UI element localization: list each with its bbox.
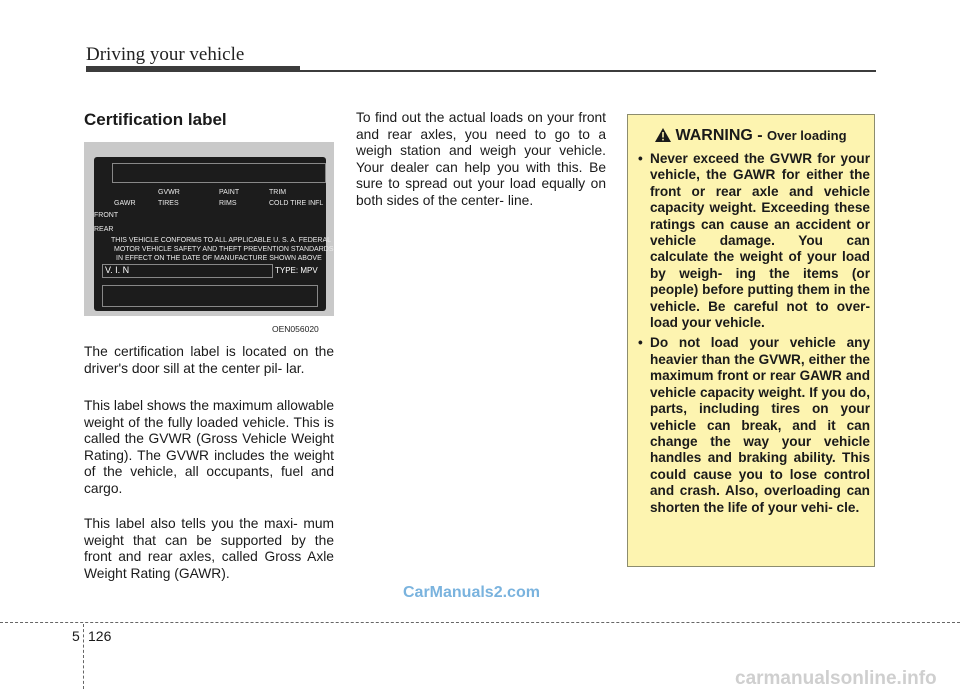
plate-conform-line1: THIS VEHICLE CONFORMS TO ALL APPLICABLE U. S. A. FEDERAL xyxy=(111,237,332,244)
certification-label-figure xyxy=(84,142,334,316)
plate-rear: REAR xyxy=(94,226,114,233)
footer-rule xyxy=(0,622,960,623)
plate-paint: PAINT xyxy=(219,189,240,196)
warning-bullet-text: Do not load your vehicle any heavier than the GVWR, either the maximum front or rear GAWR and vehicle capacity weight. If you do, parts, including tires on your vehicle can break, and it can change the way your vehicle handles and braking ability. This could cause you to lose control and crash. Also, overloading can shorten the life of your vehi- cle. xyxy=(650,335,870,515)
left-paragraph-1: The certification label is located on the driver's door sill at the center pil- lar. xyxy=(84,344,334,376)
warning-title: WARNING - xyxy=(675,127,763,144)
section-number: 5 xyxy=(72,628,80,644)
site-watermark: CarManuals2.com xyxy=(403,584,540,601)
plate-rims: RIMS xyxy=(219,200,237,207)
plate-vin: V. I. N xyxy=(105,265,130,275)
plate-gvwr: GVWR xyxy=(158,189,180,196)
warning-bullet-text: Never exceed the GVWR for your vehicle, the GAWR for either the front or rear axle and vehicle capacity weight. Exceeding these ratings can cause an accident or vehicle damage. You can calculate the weight of your load by weigh- ing the items (or people) before putting them in the vehicle. Be careful not to over- load your vehicle. xyxy=(650,151,870,331)
plate-conform-line3: IN EFFECT ON THE DATE OF MANUFACTURE SHOWN ABOVE xyxy=(116,255,322,262)
plate-bottom-box xyxy=(102,285,318,307)
plate-top-box xyxy=(112,163,326,183)
plate-front: FRONT xyxy=(94,212,119,219)
plate-tires: TIRES xyxy=(158,200,179,207)
bottom-watermark: carmanualsonline.info xyxy=(735,668,937,689)
footer-divider xyxy=(83,624,84,689)
plate-cold-tire: COLD TIRE INFL xyxy=(269,200,324,207)
warning-triangle-icon xyxy=(655,128,671,147)
warning-bullet: • Do not load your vehicle any heavier than the GVWR, either the maximum front or rear GAWR and vehicle capacity weight. If you do, parts, including tires on your vehicle can break, and it can change the way your vehicle handles and braking ability. This could cause you to lose control and crash. Also, overloading can shorten the life of your vehi- cle. xyxy=(638,335,870,515)
plate-conform-line2: MOTOR VEHICLE SAFETY AND THEFT PREVENTION STANDARDS xyxy=(114,246,334,253)
header-rule-thick xyxy=(86,66,300,72)
warning-header xyxy=(628,127,874,147)
figure-code: OEN056020 xyxy=(272,324,319,334)
left-paragraph-3: This label also tells you the maxi- mum weight that can be supported by the front and rear axles, called Gross Axle Weight Rating (GAWR). xyxy=(84,516,334,581)
page-number: 126 xyxy=(88,628,112,644)
plate-trim: TRIM xyxy=(269,189,287,196)
plate-type: TYPE: MPV xyxy=(275,266,318,275)
header-rule-thin xyxy=(300,70,876,72)
warning-bullet: • Never exceed the GVWR for your vehicle, the GAWR for either the front or rear axle and vehicle capacity weight. Exceeding these ratings can cause an accident or vehicle damage. You can calculate the weight of your load by weigh- ing the items (or people) before putting them in the vehicle. Be careful not to over- load your vehicle. xyxy=(638,151,870,331)
warning-list xyxy=(638,151,870,520)
page-header-title: Driving your vehicle xyxy=(86,44,245,65)
section-title: Certification label xyxy=(84,110,227,129)
warning-subtitle: Over loading xyxy=(767,128,847,143)
plate-gawr: GAWR xyxy=(114,200,136,207)
warning-box xyxy=(627,114,875,567)
certification-label-plate xyxy=(94,157,334,311)
left-paragraph-2: This label shows the maximum allowable weight of the fully loaded vehicle. This is called the GVWR (Gross Vehicle Weight Rating). The GVWR includes the weight of the vehicle, all occupants, fuel and cargo. xyxy=(84,398,334,496)
middle-paragraph-1: To find out the actual loads on your front and rear axles, you need to go to a weigh station and weigh your vehicle. Your dealer can help you with this. Be sure to spread out your load equally on both sides of the center- line. xyxy=(356,110,606,208)
